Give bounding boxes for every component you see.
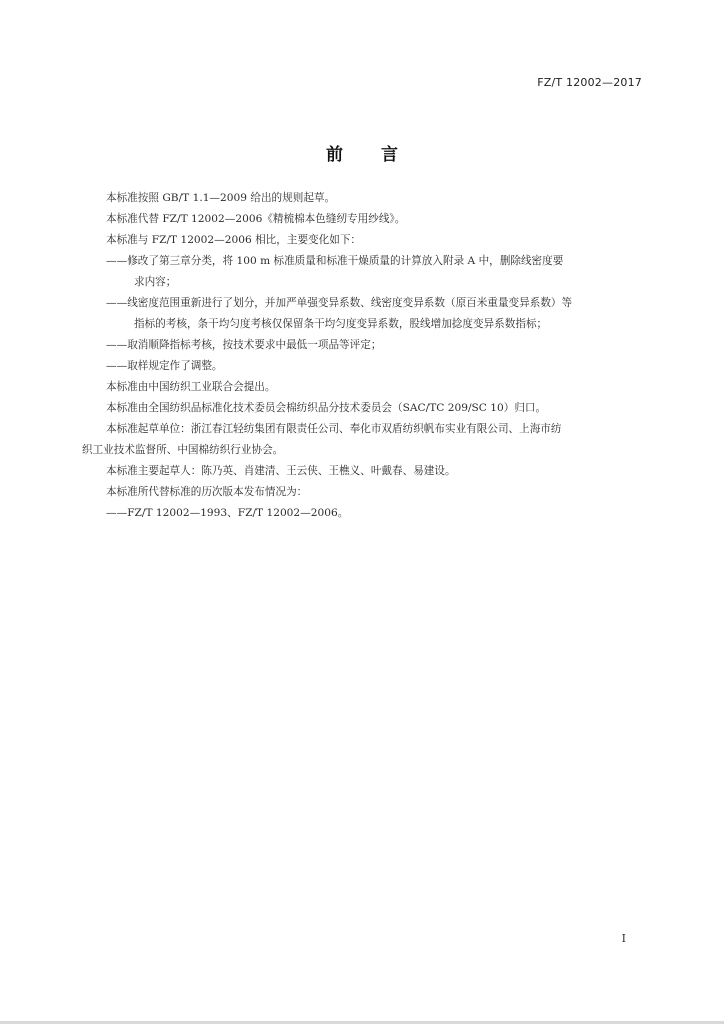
history-item: ——FZ/T 12002—1993、FZ/T 12002—2006。	[106, 507, 349, 519]
change-item-1-cont: 求内容；	[134, 276, 177, 288]
title-char-2: 言	[381, 145, 398, 165]
standard-code: FZ/T 12002—2017	[537, 76, 642, 89]
change-item-2-cont: 指标的考核，条干均匀度考核仅保留条干均匀度变异系数，股线增加捻度变异系数指标；	[134, 318, 548, 330]
title-char-1: 前	[326, 145, 343, 165]
change-item-2: ——线密度范围重新进行了划分，并加严单强变异系数、线密度变异系数（原百米重量变异系数）等	[106, 297, 573, 309]
change-item-3: ——取消顺降指标考核，按技术要求中最低一项品等评定；	[106, 339, 382, 351]
change-item-1: ——修改了第三章分类，将 100 m 标准质量和标准干燥质量的计算放入附录 A 中，删除线密度要	[106, 255, 564, 267]
paragraph-drafting-units: 本标准起草单位：浙江春江轻纺集团有限责任公司、奉化市双盾纺织帆布实业有限公司、上海市纺	[106, 423, 562, 435]
preface-body	[82, 188, 644, 524]
paragraph-replaces: 本标准代替 FZ/T 12002—2006《精梳棉本色缝纫专用纱线》。	[106, 213, 406, 225]
paragraph-drafting-rules: 本标准按照 GB/T 1.1—2009 给出的规则起草。	[106, 192, 336, 204]
paragraph-history-intro: 本标准所代替标准的历次版本发布情况为：	[106, 486, 308, 498]
change-item-4: ——取样规定作了调整。	[106, 360, 223, 372]
paragraph-drafting-units-cont: 织工业技术监督所、中国棉纺织行业协会。	[82, 444, 284, 456]
page-title	[0, 140, 724, 165]
paragraph-administered-by: 本标准由全国纺织品标准化技术委员会棉纺织品分技术委员会（SAC/TC 209/SC 10）归口。	[106, 402, 547, 414]
paragraph-proposed-by: 本标准由中国纺织工业联合会提出。	[106, 381, 276, 393]
page-number: I	[621, 932, 626, 945]
paragraph-changes-intro: 本标准与 FZ/T 12002—2006 相比，主要变化如下：	[106, 234, 362, 246]
paragraph-main-drafters: 本标准主要起草人：陈乃英、肖建清、王云侠、王樵义、叶戴春、易建设。	[106, 465, 456, 477]
